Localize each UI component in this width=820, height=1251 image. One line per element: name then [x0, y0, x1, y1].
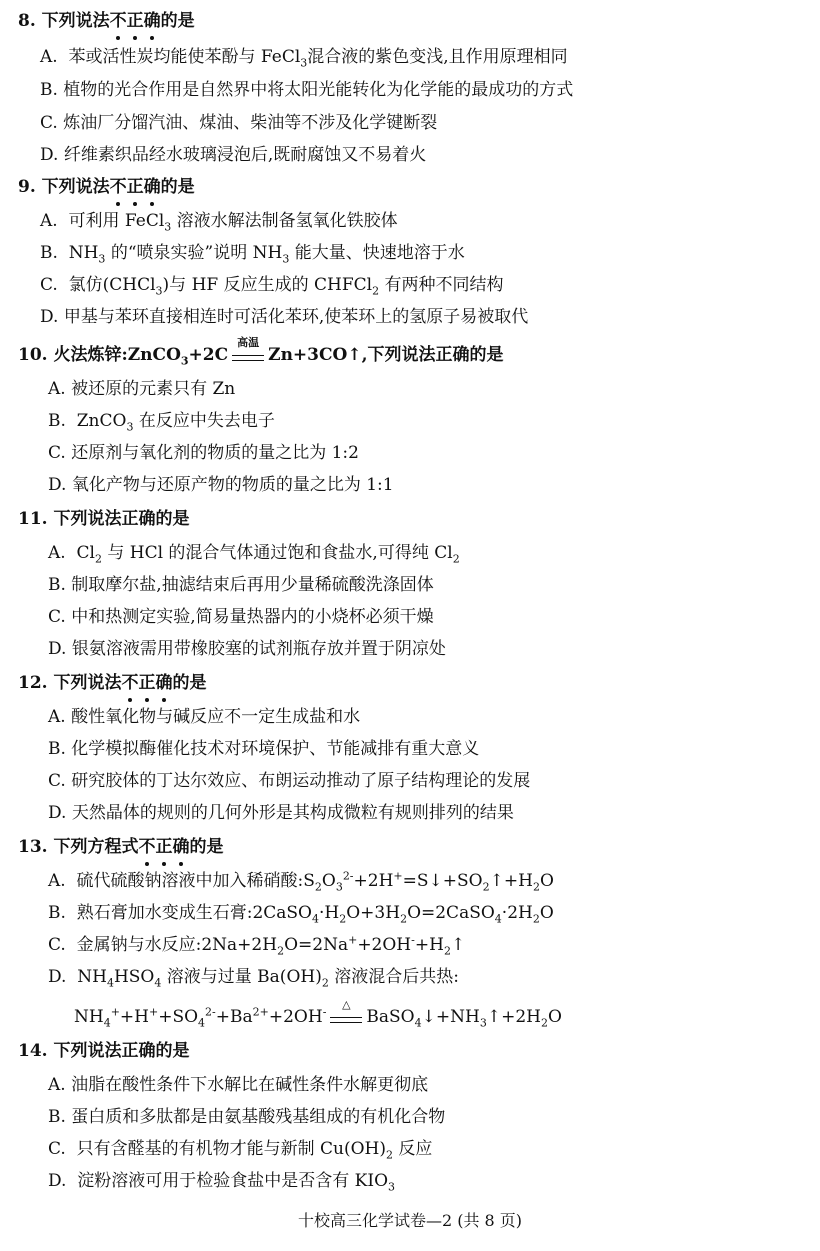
q13-option-a: A. 硫代硫酸钠溶液中加入稀硝酸$:S_2O_3^{2-}+2H^+=S↓+SO_2↑+H_2O$	[48, 869, 554, 894]
q8-option-a: A. 苯或活性炭均能使苯酚与 FeCl$_3$混合液的紫色变浅,且作用原理相同	[40, 47, 568, 70]
page-footer: 十校高三化学试卷—2 (共 8 页)	[297, 1211, 523, 1230]
q14-option-b: B. 蛋白质和多肽都是由氨基酸残基组成的有机化合物	[48, 1107, 446, 1127]
q13-option-d-equation: $NH_4^++H^++SO_4^{2-}+Ba^{2+}+2OH^-$ △ $BaSO_4↓+NH_3↑+2H_2O$	[74, 997, 562, 1030]
q13-option-b: B. 熟石膏加水变成生石膏$:2CaSO_4\cdot H_2O+3H_2O=2CaSO_4\cdot 2H_2O$	[48, 903, 554, 926]
q13-option-c: C. 金属钠与水反应$:2Na+2H_2O=2Na^++2OH^-+H_2↑$	[48, 933, 466, 958]
q9-option-b: B. $NH_3$ 的“喷泉实验”说明 $NH_3$ 能大量、快速地溶于水	[40, 243, 465, 266]
q10-option-c: C. 还原剂与氧化剂的物质的量之比为 1:2	[48, 443, 359, 463]
q9-option-d: D. 甲基与苯环直接相连时可活化苯环,使苯环上的氢原子易被取代	[40, 307, 529, 327]
q11-option-c: C. 中和热测定实验,简易量热器内的小烧杯必须干燥	[48, 607, 434, 627]
q14-option-c: C. 只有含醛基的有机物才能与新制 $Cu(OH)_2$ 反应	[48, 1139, 433, 1162]
q14-option-d: D. 淀粉溶液可用于检验食盐中是否含有 $KIO_3$	[48, 1171, 396, 1194]
q10-option-b: B. ZnCO$_3$ 在反应中失去电子	[48, 411, 275, 434]
q11-option-d: D. 银氨溶液需用带橡胶塞的试剂瓶存放并置于阴凉处	[48, 639, 446, 659]
q9-stem: 9. 下列说法不正确的是	[18, 172, 195, 202]
q11-option-a: A. $Cl_2$ 与 HCl 的混合气体通过饱和食盐水,可得纯 $Cl_2$	[48, 543, 460, 566]
q8-option-c: C. 炼油厂分馏汽油、煤油、柴油等不涉及化学键断裂	[40, 113, 438, 133]
q12-option-c: C. 研究胶体的丁达尔效应、布朗运动推动了原子结构理论的发展	[48, 771, 531, 791]
q13-stem: 13. 下列方程式不正确的是	[18, 832, 224, 862]
q10-stem: 10. 火法炼锌:ZnCO$_3$+2C 高温 Zn+3CO↑,下列说法正确的是	[18, 335, 504, 368]
q12-option-d: D. 天然晶体的规则的几何外形是其构成微粒有规则排列的结果	[48, 803, 514, 823]
q8-option-b: B. 植物的光合作用是自然界中将太阳光能转化为化学能的最成功的方式	[40, 80, 574, 100]
heating-condition-arrow: △	[328, 1008, 364, 1028]
q10-option-d: D. 氧化产物与还原产物的物质的量之比为 1:1	[48, 475, 394, 495]
q10-option-a: A. 被还原的元素只有 Zn	[48, 379, 236, 399]
q11-option-b: B. 制取摩尔盐,抽滤结束后再用少量稀硫酸洗涤固体	[48, 575, 434, 595]
q14-stem: 14. 下列说法正确的是	[18, 1041, 190, 1061]
q14-option-a: A. 油脂在酸性条件下水解比在碱性条件水解更彻底	[48, 1075, 429, 1095]
q9-option-a: A. 可利用 FeCl$_3$ 溶液水解法制备氢氧化铁胶体	[40, 211, 398, 234]
q12-stem: 12. 下列说法不正确的是	[18, 668, 207, 698]
q8-option-d: D. 纤维素织品经水玻璃浸泡后,既耐腐蚀又不易着火	[40, 145, 427, 165]
q9-option-c: C. 氯仿(CHCl$_3$)与 HF 反应生成的 CHFCl$_2$ 有两种不同结构	[40, 275, 504, 298]
q12-option-a: A. 酸性氧化物与碱反应不一定生成盐和水	[48, 707, 361, 727]
reaction-condition-arrow: 高温	[230, 346, 266, 366]
q12-option-b: B. 化学模拟酶催化技术对环境保护、节能减排有重大意义	[48, 739, 480, 759]
q11-stem: 11. 下列说法正确的是	[18, 509, 190, 529]
q13-option-d: D. $NH_4HSO_4$ 溶液与过量 $Ba(OH)_2$ 溶液混合后共热:	[48, 967, 459, 990]
q8-stem: 8. 下列说法不正确的是	[18, 6, 195, 36]
